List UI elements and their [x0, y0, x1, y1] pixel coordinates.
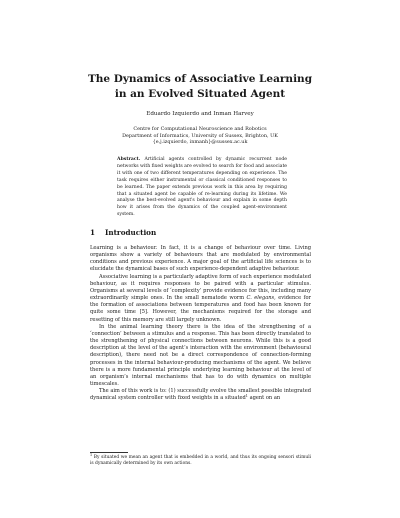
footnote-ref: 1 [245, 394, 248, 399]
paragraph-2-part-b: , evidence for the formation of associations between temperatures and food has been known for quite some time [5]. However, the mechanisms required for the storage and resetting of this memory are still largely unknown. [90, 295, 311, 323]
paragraph-1: Learning is a behaviour. In fact, it is a change of behaviour over time. Living organisms show a variety of behaviours that are modulated by environmental conditions and previous experience. A major goal of the artificial life sciences is to elucidate the dynamical bases of such experience-dependent adaptive behaviour. [90, 245, 311, 273]
abstract-text: Artificial agents controlled by dynamic recurrent node networks with fixed weights are evolved to search for food and associate it with one of two different temperatures depending on experience. The task requires either instrumental or classical conditioned responses to be learned. The paper extends previous work in this area by requiring that a situated agent be capable of re-learning during its lifetime. We analyse the best-evolved agent's behaviour and explain in some depth how it arises from the dynamics of the coupled agent-environment system. [117, 157, 288, 218]
footnote-mark: 1 [90, 453, 93, 457]
affiliation [0, 126, 400, 146]
paragraph-4-part-b: agent on an [247, 395, 281, 402]
paragraph-2-part-a: Associative learning is a particularly adaptive form of such experience modulated behaviour, as it requires responses to be paired with a particular stimulus. Organisms at several levels of ‘complexity’ provide evidence for this, including many extraordinarily simple ones. In the small nematode worm [90, 273, 311, 302]
title-line-1: The Dynamics of Associative Learning [87, 73, 313, 85]
title-line-2: in an Evolved Situated Agent [114, 88, 286, 100]
section-heading [90, 228, 156, 237]
paragraph-3: In the animal learning theory there is the idea of the strengthening of a ‘connection’ between a stimulus and a response. This has been directly translated to the strengthening of physical connections between neurons. While this is a good description at the level of the agent’s interaction with the environment (behavioural description), there need not be a direct correspondence of connection-forming processes in the internal behaviour-producing mechanisms of the agent. We believe there is a more fundamental principle underlying learning behaviour at the level of an organism’s internal mechanisms that has to do with dynamics on multiple timescales. [90, 323, 311, 387]
affiliation-email: {e.j.izquierdo, inmanh}@sussex.ac.uk [152, 139, 248, 146]
affiliation-line-2: Department of Informatics, University of Sussex, Brighton, UK [122, 132, 278, 139]
paragraph-4-part-a: The aim of this work is to: (1) successfully evolve the smallest possible integrated dynamical system controller with fixed weights in a situated [90, 388, 311, 402]
footnote-divider [90, 452, 128, 453]
authors [0, 111, 400, 118]
body-text [90, 245, 311, 402]
footnote-text: By situated we mean an agent that is embedded in a world, and thus its ongoing sensori stimuli is dynamically determined by its own actions. [90, 455, 312, 467]
paragraph-4 [90, 388, 311, 402]
abstract [117, 157, 287, 219]
author-names: Eduardo Izquierdo and Inman Harvey [146, 111, 254, 117]
abstract-label: Abstract. [117, 157, 141, 162]
section-title: Introduction [105, 228, 157, 237]
species-name: C. elegans [246, 295, 275, 302]
affiliation-line-1: Centre for Computational Neuroscience and Robotics [133, 126, 267, 132]
paragraph-2 [90, 274, 311, 324]
section-number: 1 [90, 228, 96, 237]
paper-title [0, 72, 400, 102]
footnote [90, 455, 311, 467]
